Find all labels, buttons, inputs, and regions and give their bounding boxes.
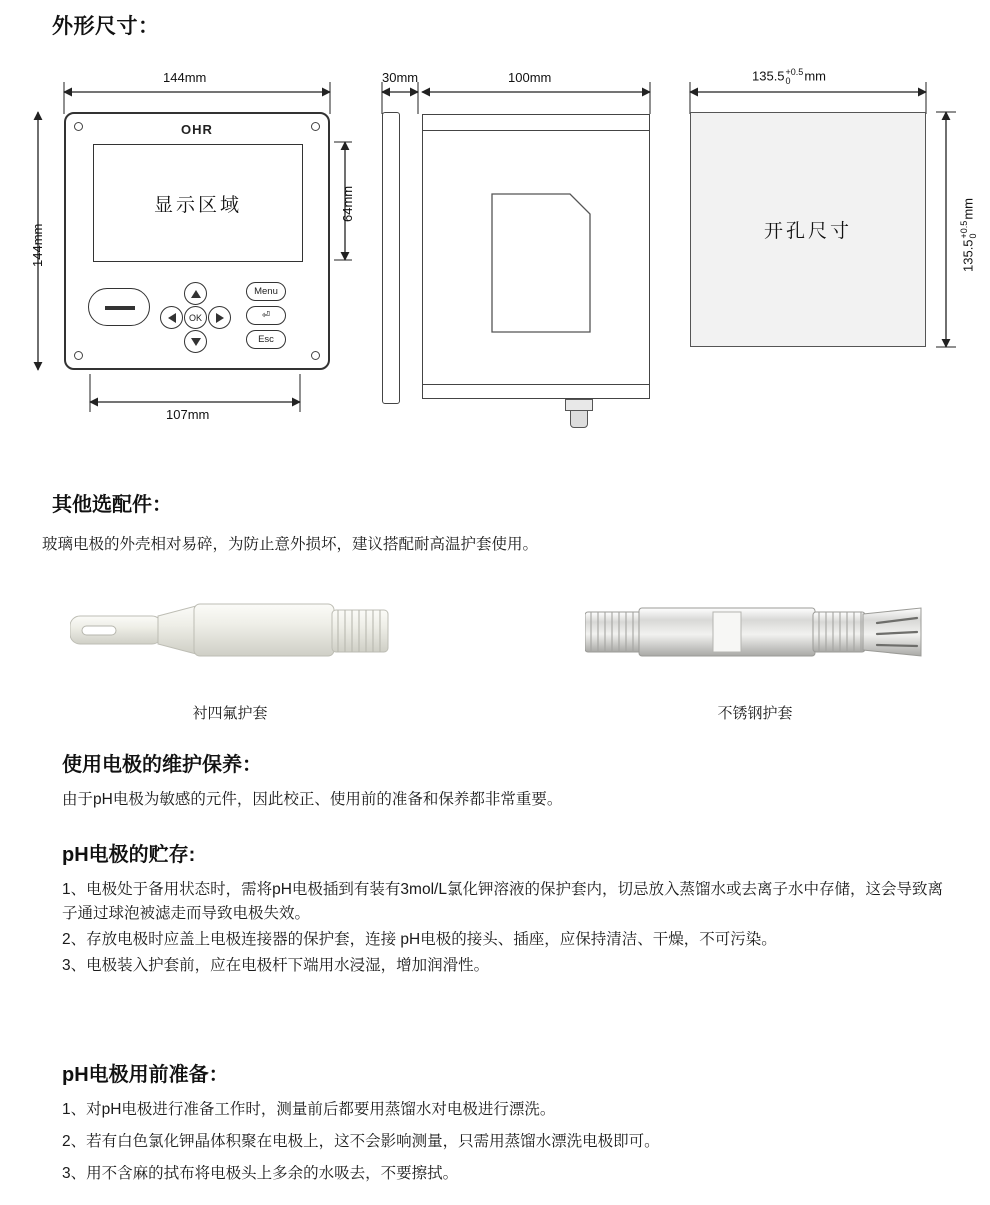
prep-item-1: 1、对pH电极进行准备工作时，测量前后都要用蒸馏水对电极进行漂洗。 [62,1101,556,1118]
chevron-left-icon [168,313,176,323]
esc-button[interactable]: Esc [246,330,286,349]
side-inner-shape-svg [380,112,660,432]
dimension-drawing [0,52,990,452]
tol-lower-v: 0 [968,233,978,239]
screw-icon-bottom-left [74,351,83,360]
instrument-front-panel [64,112,330,370]
preparation-list [62,1098,952,1188]
dim-cutout-width-tolerance [786,68,804,86]
power-button[interactable] [88,288,150,326]
dim-front-height-label: 144mm [30,223,45,267]
brand-logo-text: OHR [181,122,213,137]
menu-button[interactable]: Menu [246,282,286,301]
chevron-right-icon [216,313,224,323]
dim-cutout-width-label [752,68,826,86]
storage-item-3: 3、电极装入护套前，应在电极杆下端用水浸湿，增加润滑性。 [62,957,490,975]
dim-cutout-height-tolerance [960,221,978,239]
dim-cutout-height-unit: mm [960,198,976,220]
accessories-note: 玻璃电极的外壳相对易碎，为防止意外损坏，建议搭配耐高温护套使用。 [42,536,539,553]
section-title-storage: pH电极的贮存: [62,844,196,866]
section-title-preparation: pH电极用前准备： [62,1064,229,1086]
section-title-maintenance: 使用电极的维护保养： [62,754,262,776]
cable-gland-body [570,410,588,428]
dim-cutout-width-value: 135.5 [752,68,785,84]
dim-screen-height-label: 64mm [340,185,355,222]
tol-upper-v: +0.5 [959,220,969,239]
nav-left-button[interactable] [160,306,183,329]
prep-item-3: 3、用不含麻的拭布将电极头上多余的水吸去，不要擦拭。 [62,1165,459,1183]
ptfe-sheath-image [70,590,390,680]
dim-front-bottom-label: 107mm [166,407,210,422]
dim-side-front-depth-label: 30mm [382,70,419,85]
dim-cutout-height-value: 135.5 [960,239,976,272]
dim-cutout-width-unit: mm [804,68,826,84]
dim-side-body-depth-label: 100mm [508,70,552,85]
stainless-sheath-svg [585,590,925,680]
storage-list [62,878,952,980]
nav-up-button[interactable] [184,282,207,305]
stainless-sheath-image [585,590,925,680]
ptfe-sheath-svg [70,590,390,680]
power-bar-icon [105,306,135,310]
instrument-side-view [380,112,660,432]
nav-right-button[interactable] [208,306,231,329]
display-area: 显示区域 [93,144,303,262]
section-title-dimensions: 外形尺寸： [52,15,160,38]
maintenance-note: 由于pH电极为敏感的元件，因此校正、使用前的准备和保养都非常重要。 [62,791,563,808]
ok-button[interactable]: OK [184,306,207,329]
enter-button[interactable]: ⏎ [246,306,286,325]
tol-lower: 0 [785,76,791,86]
section-title-accessories: 其他选配件： [52,494,172,516]
accessory-caption-stainless: 不锈钢护套 [717,705,793,722]
dim-cutout-height-label [960,198,978,272]
dim-front-width-label: 144mm [163,70,207,85]
storage-item-1: 1、电极处于备用状态时，需将pH电极插到有装有3mol/L氯化钾溶液的保护套内，切忌放入蒸馏水或去离子水中存储，这会导致离子通过球泡被滤走而导致电极失效。 [62,881,943,923]
prep-item-2: 2、若有白色氯化钾晶体积聚在电极上，这不会影响测量，只需用蒸馏水漂洗电极即可。 [62,1133,660,1151]
screw-icon-bottom-right [311,351,320,360]
accessory-caption-ptfe: 衬四氟护套 [192,705,268,722]
panel-cutout-view: 开孔尺寸 [690,112,926,347]
nav-down-button[interactable] [184,330,207,353]
tol-upper: +0.5 [785,67,804,77]
chevron-down-icon [191,338,201,346]
chevron-up-icon [191,290,201,298]
storage-item-2: 2、存放电极时应盖上电极连接器的保护套，连接 pH电极的接头、插座，应保持清洁、干燥，不可污染。 [62,931,777,949]
